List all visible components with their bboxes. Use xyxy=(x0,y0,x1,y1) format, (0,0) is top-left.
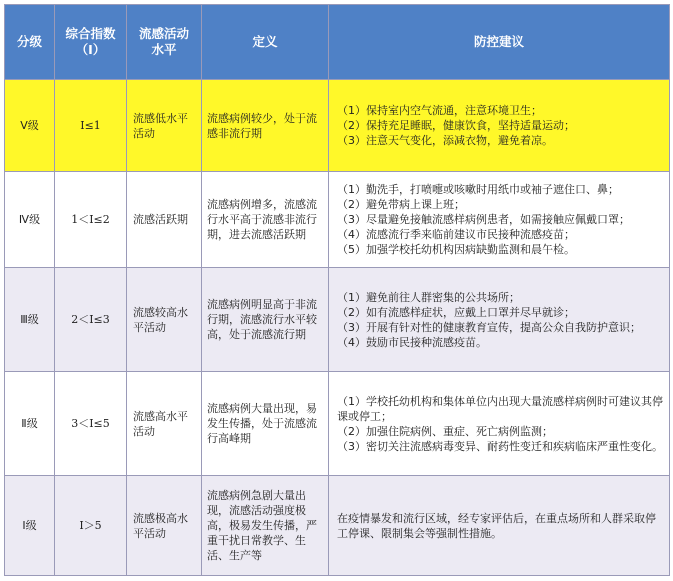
definition-cell: 流感病例较少，处于流感非流行期 xyxy=(202,80,329,172)
table-row xyxy=(5,476,670,576)
table-row xyxy=(5,172,670,268)
advice-cell xyxy=(329,476,670,576)
index-cell: 2＜I≤3 xyxy=(55,268,127,372)
index-cell: I≤1 xyxy=(55,80,127,172)
table-row xyxy=(5,372,670,476)
advice-item: （4）流感流行季来临前建议市民接种流感疫苗； xyxy=(337,228,575,241)
advice-item: （2）如有流感样症状，应戴上口罩并尽早就诊； xyxy=(337,305,575,319)
header-index-line2: （I） xyxy=(75,42,106,57)
advice-item: （2）加强住院病例、重症、死亡病例监测； xyxy=(337,424,553,438)
level-cell: Ⅲ级 xyxy=(5,268,55,372)
advice-item: （3）密切关注流感病毒变异、耐药性变迁和疾病临床严重性变化。 xyxy=(337,439,663,453)
index-cell: 3＜I≤5 xyxy=(55,372,127,476)
table-row xyxy=(5,268,670,372)
advice-cell xyxy=(329,372,670,476)
advice-item: （3）开展有针对性的健康教育宣传，提高公众自我防护意识； xyxy=(337,320,641,334)
advice-item: （1）学校托幼机构和集体单位内出现大量流感样病例时可建议其停课或停工； xyxy=(337,394,663,423)
advice-item: （3）尽量避免接触流感样病例患者，如需接触应佩戴口罩； xyxy=(337,213,630,226)
advice-item: 在疫情暴发和流行区域，经专家评估后，在重点场所和人群采取停工停课、限制集会等强制性措施。 xyxy=(337,511,656,540)
activity-cell: 流感活跃期 xyxy=(127,172,202,268)
level-cell: Ⅱ级 xyxy=(5,372,55,476)
advice-item: （3）注意天气变化，添减衣物，避免着凉。 xyxy=(337,134,553,147)
activity-cell: 流感高水平活动 xyxy=(127,372,202,476)
header-index-line1: 综合指数 xyxy=(65,26,116,41)
advice-item: （1）勤洗手，打喷嚏或咳嗽时用纸巾或袖子遮住口、鼻； xyxy=(337,183,619,196)
advice-item: （5）加强学校托幼机构因病缺勤监测和晨午检。 xyxy=(337,243,575,256)
advice-item: （2）保持充足睡眠，健康饮食，坚持适量运动； xyxy=(337,119,575,132)
level-cell: Ⅳ级 xyxy=(5,172,55,268)
table-header-row xyxy=(5,5,670,80)
advice-item: （2）避免带病上课上班； xyxy=(337,198,465,211)
level-cell: Ⅴ级 xyxy=(5,80,55,172)
header-advice: 防控建议 xyxy=(329,5,670,80)
header-level: 分级 xyxy=(5,5,55,80)
header-definition: 定义 xyxy=(202,5,329,80)
activity-cell: 流感极高水平活动 xyxy=(127,476,202,576)
header-activity-line1: 流感活动 xyxy=(138,26,189,41)
influenza-level-table xyxy=(4,4,670,576)
definition-cell: 流感病例大量出现，易发生传播，处于流感流行高峰期 xyxy=(202,372,329,476)
advice-item: （4）鼓励市民接种流感疫苗。 xyxy=(337,335,487,349)
activity-cell: 流感较高水平活动 xyxy=(127,268,202,372)
advice-cell xyxy=(329,268,670,372)
definition-cell: 流感病例明显高于非流行期，流感流行水平较高，处于流感流行期 xyxy=(202,268,329,372)
advice-cell xyxy=(329,172,670,268)
activity-cell: 流感低水平活动 xyxy=(127,80,202,172)
table-row xyxy=(5,80,670,172)
advice-cell xyxy=(329,80,670,172)
advice-item: （1）保持室内空气流通，注意环境卫生； xyxy=(337,104,542,117)
level-cell: Ⅰ级 xyxy=(5,476,55,576)
index-cell: I＞5 xyxy=(55,476,127,576)
definition-cell: 流感病例急剧大量出现，流感活动强度极高，极易发生传播，严重干扰日常教学、生活、生产等 xyxy=(202,476,329,576)
definition-cell: 流感病例增多，流感流行水平高于流感非流行期，进去流感活跃期 xyxy=(202,172,329,268)
header-index xyxy=(55,5,127,80)
index-cell: 1＜I≤2 xyxy=(55,172,127,268)
header-activity-line2: 水平 xyxy=(151,42,177,57)
advice-item: （1）避免前往人群密集的公共场所； xyxy=(337,290,520,304)
header-activity xyxy=(127,5,202,80)
